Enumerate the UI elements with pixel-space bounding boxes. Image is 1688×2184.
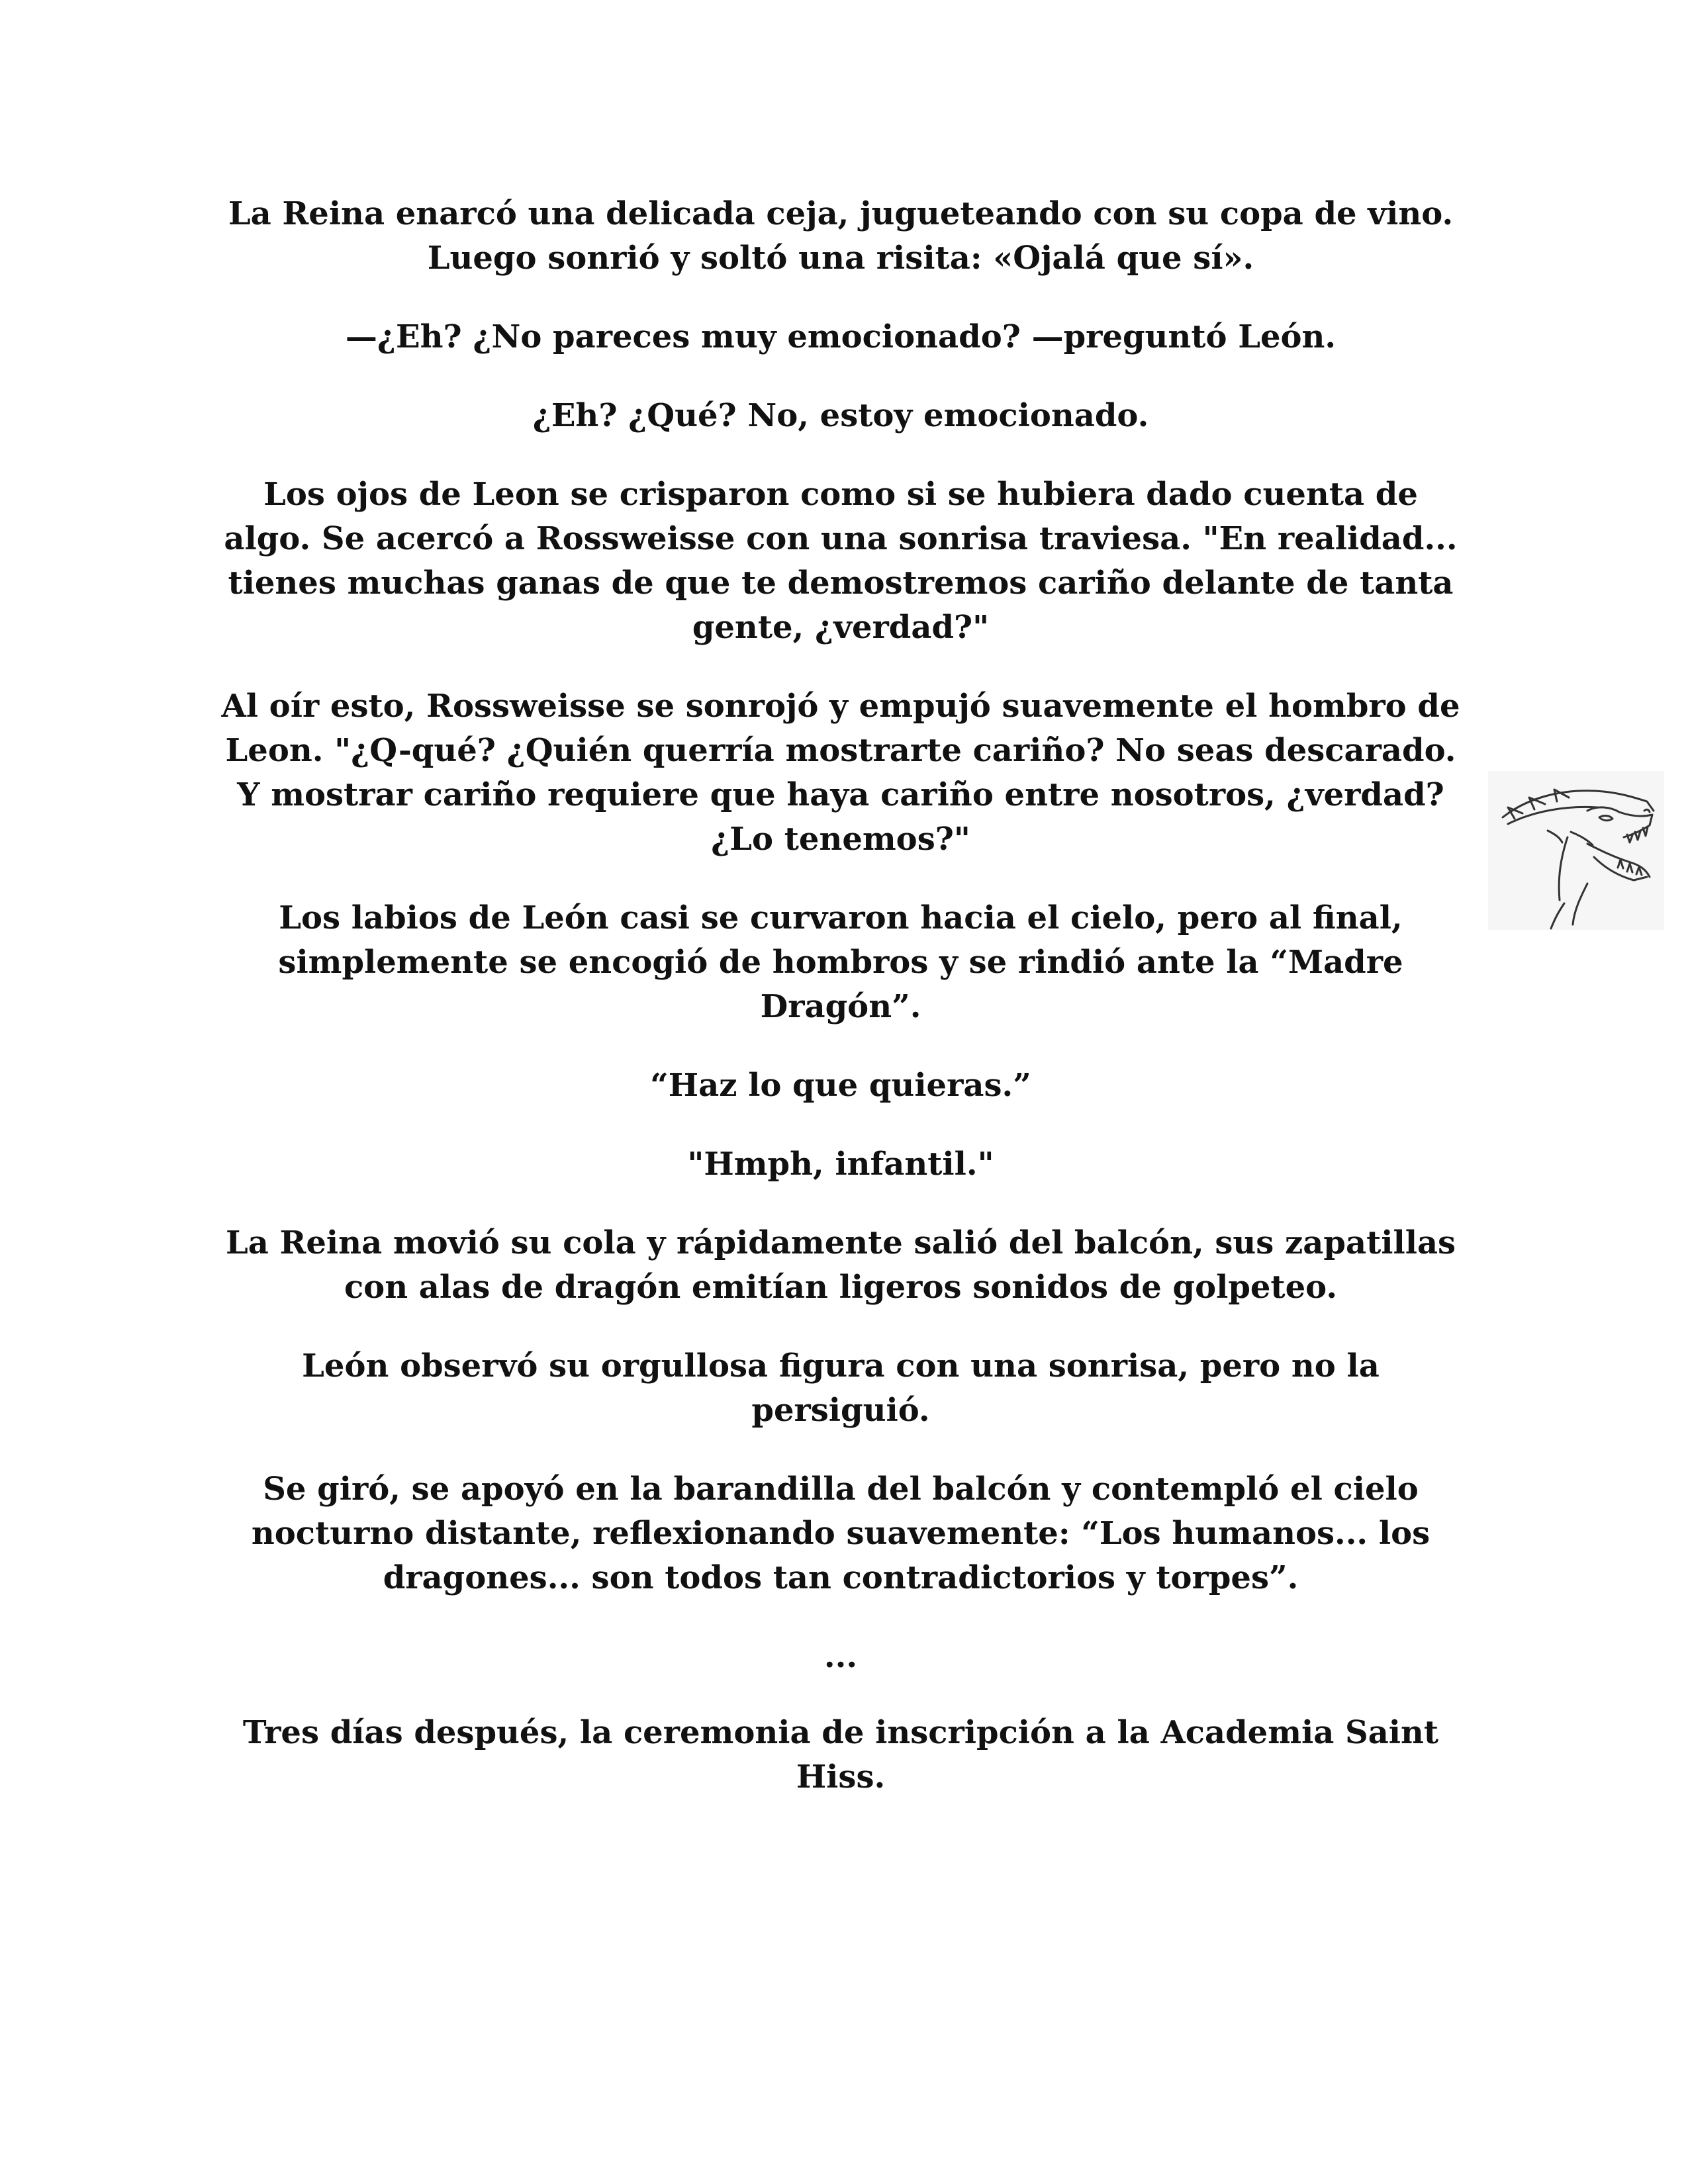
- paragraph-1: La Reina enarcó una delicada ceja, jugueteando con su copa de vino. Luego sonrió y soltó una risita: «Ojalá que sí».: [228, 195, 1454, 277]
- dragon-head-icon: [1488, 771, 1664, 930]
- paragraph-8: "Hmph, infantil.": [687, 1146, 994, 1183]
- paragraph-3: ¿Eh? ¿Qué? No, estoy emocionado.: [532, 397, 1149, 434]
- paragraph-7: “Haz lo que quieras.”: [650, 1067, 1031, 1104]
- paragraph-5: Al oír esto, Rossweisse se sonrojó y empujó suavemente el hombro de Leon. "¿Q-qué? ¿Quién querría mostrarte cariño? No seas descarado. Y mostrar cariño requiere que haya cariño entre nosotros, ¿verdad? ¿Lo tenemos?": [221, 688, 1460, 858]
- story-text: [218, 192, 1463, 1834]
- paragraph-9: La Reina movió su cola y rápidamente salió del balcón, sus zapatillas con alas de dragón emitían ligeros sonidos de golpeteo.: [225, 1224, 1456, 1306]
- paragraph-12: Tres días después, la ceremonia de inscripción a la Academia Saint Hiss.: [242, 1714, 1439, 1796]
- paragraph-6: Los labios de León casi se curvaron hacia el cielo, pero al final, simplemente se encogió de hombros y se rindió ante la “Madre Dragón”.: [278, 899, 1403, 1025]
- paragraph-4: Los ojos de Leon se crisparon como si se hubiera dado cuenta de algo. Se acercó a Rossweisse con una sonrisa traviesa. "En realidad... tienes muchas ganas de que te demostremos cariño delante de tanta gente, ¿verdad?": [224, 476, 1458, 646]
- scene-break: ...: [823, 1638, 858, 1675]
- paragraph-2: —¿Eh? ¿No pareces muy emocionado? —preguntó León.: [345, 318, 1336, 355]
- paragraph-11: Se giró, se apoyó en la barandilla del balcón y contempló el cielo nocturno distante, reflexionando suavemente: “Los humanos... los dragones... son todos tan contradictorios y torpes”.: [251, 1471, 1430, 1596]
- paragraph-10: León observó su orgullosa figura con una sonrisa, pero no la persiguió.: [302, 1347, 1380, 1429]
